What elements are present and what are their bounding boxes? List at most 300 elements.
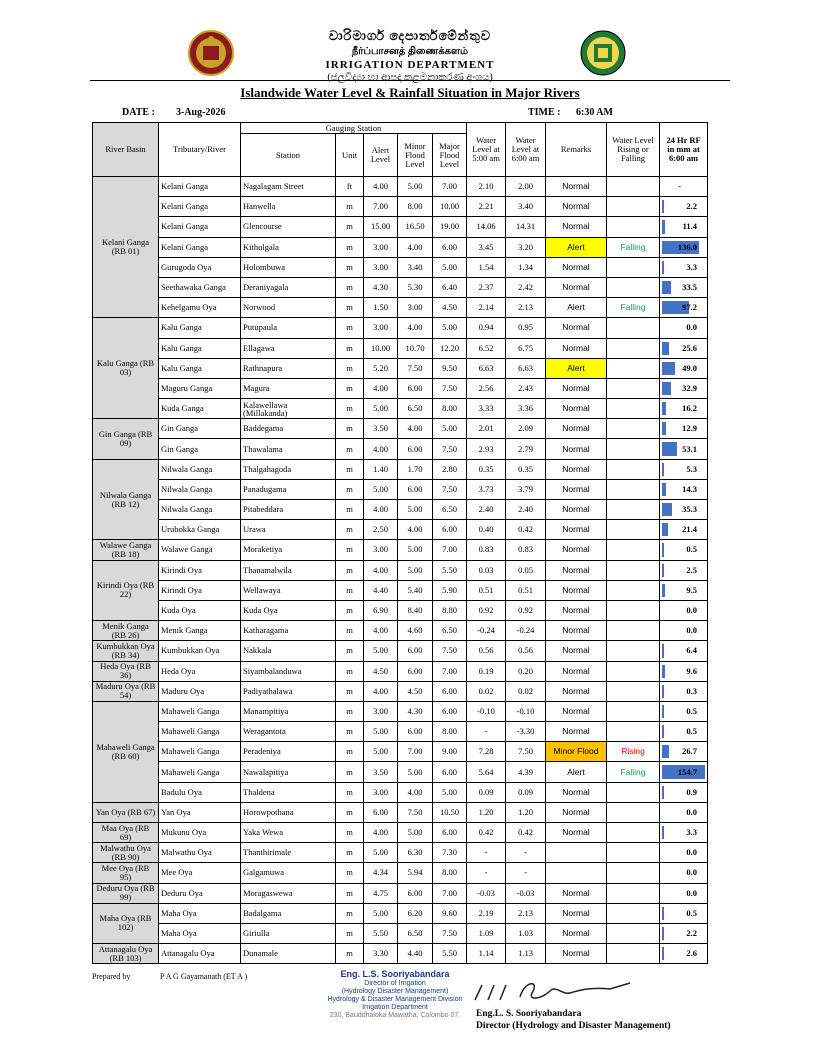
rainfall-cell (660, 782, 708, 802)
rainfall-bar (662, 382, 671, 395)
unit-cell: m (336, 237, 364, 257)
major-flood-cell: 9.00 (433, 742, 467, 762)
station-cell: Dunamale (241, 944, 336, 964)
header-sinhala: වාරිමාර්ග දෙපාර්තමේන්තුව (328, 28, 492, 43)
remarks-cell: Normal (546, 540, 607, 560)
date-value: 3-Aug-2026 (176, 107, 226, 118)
wl5-cell: 0.02 (467, 681, 506, 701)
unit-cell: m (336, 580, 364, 600)
rainfall-bar (662, 200, 664, 213)
station-cell: Kithulgala (241, 237, 336, 257)
tributary-cell: Kelani Ganga (159, 217, 241, 237)
col-remarks: Remarks (546, 123, 607, 177)
unit-cell: m (336, 641, 364, 661)
remarks-cell: Normal (546, 823, 607, 843)
tributary-cell: Mahaweli Ganga (159, 762, 241, 782)
table-row (93, 479, 708, 499)
major-flood-cell: 9.60 (433, 903, 467, 923)
major-flood-cell: 8.00 (433, 399, 467, 419)
wl6-cell: 14.31 (506, 217, 546, 237)
table-row (93, 439, 708, 459)
wl5-cell: 2.14 (467, 298, 506, 318)
wl5-cell: 2.19 (467, 903, 506, 923)
rainfall-bar (662, 220, 665, 233)
rainfall-bar (662, 685, 664, 698)
station-cell: Pitabeddara (241, 500, 336, 520)
station-cell: Kalawellawa (Millakanda) (241, 399, 336, 419)
station-cell: Nagalagam Street (241, 177, 336, 197)
station-cell: Hanwella (241, 197, 336, 217)
wl5-cell: 0.03 (467, 560, 506, 580)
trend-cell (607, 399, 660, 419)
tributary-cell: Kelani Ganga (159, 197, 241, 217)
station-cell: Yaka Wewa (241, 823, 336, 843)
alert-level-cell: 3.00 (364, 782, 398, 802)
remarks-cell: Normal (546, 560, 607, 580)
unit-cell: m (336, 257, 364, 277)
alert-level-cell: 5.00 (364, 479, 398, 499)
station-cell: Putupaula (241, 318, 336, 338)
remarks-cell: Normal (546, 500, 607, 520)
rainfall-cell (660, 863, 708, 883)
rainfall-bar (662, 644, 664, 657)
rainfall-value: 0.5 (686, 705, 697, 716)
river-basin-cell: Maduru Oya (RB 54) (93, 681, 159, 701)
rainfall-value: 33.5 (682, 282, 697, 293)
major-flood-cell: 5.00 (433, 782, 467, 802)
rainfall-cell (660, 479, 708, 499)
minor-flood-cell: 5.94 (398, 863, 433, 883)
table-row (93, 399, 708, 419)
minor-flood-cell: 4.00 (398, 237, 433, 257)
wl6-cell: 2.09 (506, 419, 546, 439)
tributary-cell: Nilwala Ganga (159, 459, 241, 479)
col-wl5: Water Level at 5:00 am (467, 123, 506, 177)
signatory-title: Director (Hydrology and Disaster Management) (476, 1021, 671, 1031)
table-row (93, 944, 708, 964)
station-cell: Deraniyagala (241, 277, 336, 297)
river-basin-cell: Menik Ganga (RB 26) (93, 621, 159, 641)
unit-cell: m (336, 843, 364, 863)
alert-level-cell: 4.00 (364, 560, 398, 580)
col-river-basin: River Basin (93, 123, 159, 177)
trend-cell (607, 257, 660, 277)
tributary-cell: Kuda Ganga (159, 399, 241, 419)
unit-cell: m (336, 681, 364, 701)
major-flood-cell: 7.50 (433, 378, 467, 398)
alert-level-cell: 5.00 (364, 742, 398, 762)
rainfall-cell (660, 500, 708, 520)
tributary-cell: Mahaweli Ganga (159, 701, 241, 721)
trend-cell (607, 600, 660, 620)
wl5-cell: 3.33 (467, 399, 506, 419)
station-cell: Siyambalanduwa (241, 661, 336, 681)
wl5-cell: 0.94 (467, 318, 506, 338)
col-unit: Unit (336, 134, 364, 177)
remarks-cell: Normal (546, 479, 607, 499)
major-flood-cell: 7.00 (433, 177, 467, 197)
rainfall-bar (662, 745, 669, 758)
rainfall-value: 0.0 (686, 625, 697, 636)
table-row (93, 701, 708, 721)
rainfall-bar (662, 422, 666, 435)
rainfall-cell (660, 298, 708, 318)
wl5-cell: - (467, 722, 506, 742)
table-row (93, 540, 708, 560)
rainfall-value: 16.2 (682, 403, 697, 414)
wl5-cell: -0.10 (467, 701, 506, 721)
rainfall-cell (660, 641, 708, 661)
wl6-cell: 0.42 (506, 520, 546, 540)
major-flood-cell: 10.50 (433, 802, 467, 822)
station-cell: Nawalapitiya (241, 762, 336, 782)
remarks-cell: Normal (546, 197, 607, 217)
report-title: Islandwide Water Level & Rainfall Situation in Major Rivers (240, 85, 580, 100)
rainfall-cell (660, 540, 708, 560)
wl6-cell: 1.13 (506, 944, 546, 964)
wl5-cell: 2.93 (467, 439, 506, 459)
wl5-cell: 5.64 (467, 762, 506, 782)
alert-level-cell: 4.00 (364, 378, 398, 398)
wl6-cell: -0.10 (506, 701, 546, 721)
remarks-cell: Normal (546, 621, 607, 641)
wl6-cell: 3.79 (506, 479, 546, 499)
tributary-cell: Kumbukkan Oya (159, 641, 241, 661)
remarks-cell: Alert (546, 298, 607, 318)
rainfall-cell (660, 883, 708, 903)
rainfall-cell (660, 701, 708, 721)
trend-cell (607, 923, 660, 943)
major-flood-cell: 5.00 (433, 419, 467, 439)
trend-cell (607, 318, 660, 338)
rainfall-cell (660, 661, 708, 681)
rainfall-value: 2.2 (686, 928, 697, 939)
tributary-cell: Mee Oya (159, 863, 241, 883)
minor-flood-cell: 4.30 (398, 701, 433, 721)
alert-level-cell: 1.40 (364, 459, 398, 479)
wl6-cell: 1.20 (506, 802, 546, 822)
alert-level-cell: 1.50 (364, 298, 398, 318)
major-flood-cell: 6.50 (433, 500, 467, 520)
tributary-cell: Malwathu Oya (159, 843, 241, 863)
minor-flood-cell: 6.00 (398, 378, 433, 398)
unit-cell: m (336, 742, 364, 762)
official-stamp (320, 970, 470, 1020)
table-row (93, 378, 708, 398)
minor-flood-cell: 3.00 (398, 298, 433, 318)
wl6-cell: 2.42 (506, 277, 546, 297)
wl6-cell: 0.56 (506, 641, 546, 661)
rainfall-bar (662, 463, 664, 476)
rainfall-value: 0.9 (686, 786, 697, 797)
minor-flood-cell: 10.70 (398, 338, 433, 358)
remarks-cell: Alert (546, 237, 607, 257)
rainfall-bar (662, 483, 666, 496)
remarks-cell: Normal (546, 944, 607, 964)
col-gauging-station: Gauging Station (241, 123, 467, 134)
minor-flood-cell: 7.50 (398, 358, 433, 378)
trend-cell (607, 479, 660, 499)
station-cell: Giriulla (241, 923, 336, 943)
tributary-cell: Yan Oya (159, 802, 241, 822)
remarks-cell: Normal (546, 600, 607, 620)
wl5-cell: 0.35 (467, 459, 506, 479)
remarks-cell: Normal (546, 257, 607, 277)
wl6-cell: - (506, 863, 546, 883)
table-row (93, 903, 708, 923)
major-flood-cell: 5.00 (433, 257, 467, 277)
wl5-cell: 0.19 (467, 661, 506, 681)
major-flood-cell: 7.00 (433, 883, 467, 903)
alert-level-cell: 6.00 (364, 802, 398, 822)
remarks-cell: Normal (546, 378, 607, 398)
rainfall-value: 53.1 (682, 443, 697, 454)
tributary-cell: Kelani Ganga (159, 237, 241, 257)
trend-cell (607, 661, 660, 681)
rainfall-cell (660, 399, 708, 419)
wl6-cell: -0.24 (506, 621, 546, 641)
major-flood-cell: 5.50 (433, 560, 467, 580)
header-rule (90, 80, 730, 81)
tributary-cell: Maha Oya (159, 923, 241, 943)
wl6-cell: 1.34 (506, 257, 546, 277)
tributary-cell: Kelani Ganga (159, 177, 241, 197)
wl5-cell: 3.45 (467, 237, 506, 257)
station-cell: Holombuwa (241, 257, 336, 277)
unit-cell: m (336, 399, 364, 419)
rainfall-cell (660, 923, 708, 943)
major-flood-cell: 6.00 (433, 762, 467, 782)
wl5-cell: 2.37 (467, 277, 506, 297)
alert-level-cell: 5.00 (364, 641, 398, 661)
trend-cell (607, 540, 660, 560)
table-row (93, 177, 708, 197)
tributary-cell: Nilwala Ganga (159, 500, 241, 520)
wl6-cell: 2.00 (506, 177, 546, 197)
rainfall-cell (660, 722, 708, 742)
rainfall-cell (660, 903, 708, 923)
minor-flood-cell: 7.00 (398, 742, 433, 762)
time-value: 6:30 AM (576, 107, 613, 118)
rainfall-cell (660, 823, 708, 843)
remarks-cell: Normal (546, 782, 607, 802)
rainfall-bar (662, 543, 664, 556)
trend-cell (607, 439, 660, 459)
trend-cell (607, 722, 660, 742)
water-level-table (92, 122, 708, 964)
tributary-cell: Maha Oya (159, 903, 241, 923)
wl5-cell: 0.56 (467, 641, 506, 661)
table-row (93, 923, 708, 943)
station-cell: Wellawaya (241, 580, 336, 600)
major-flood-cell: 8.00 (433, 863, 467, 883)
rainfall-value: 3.3 (686, 827, 697, 838)
wl5-cell: 0.40 (467, 520, 506, 540)
station-cell: Galgamuwa (241, 863, 336, 883)
minor-flood-cell: 4.40 (398, 944, 433, 964)
tributary-cell: Kirindi Oya (159, 560, 241, 580)
minor-flood-cell: 5.00 (398, 500, 433, 520)
wl6-cell: 2.13 (506, 903, 546, 923)
tributary-cell: Kirindi Oya (159, 580, 241, 600)
unit-cell: m (336, 823, 364, 843)
alert-level-cell: 3.00 (364, 318, 398, 338)
minor-flood-cell: 5.30 (398, 277, 433, 297)
wl5-cell: 1.09 (467, 923, 506, 943)
tributary-cell: Seethawaka Ganga (159, 277, 241, 297)
minor-flood-cell: 4.00 (398, 419, 433, 439)
alert-level-cell: 5.20 (364, 358, 398, 378)
minor-flood-cell: 5.00 (398, 762, 433, 782)
alert-level-cell: 4.30 (364, 277, 398, 297)
river-basin-cell: Mahaweli Ganga (RB 60) (93, 701, 159, 802)
wl5-cell: 14.06 (467, 217, 506, 237)
wl6-cell: 0.83 (506, 540, 546, 560)
wl6-cell: 0.09 (506, 782, 546, 802)
unit-cell: m (336, 560, 364, 580)
wl6-cell: 3.40 (506, 197, 546, 217)
minor-flood-cell: 8.00 (398, 197, 433, 217)
trend-cell (607, 883, 660, 903)
unit-cell: m (336, 338, 364, 358)
table-row (93, 217, 708, 237)
unit-cell: m (336, 600, 364, 620)
unit-cell: m (336, 439, 364, 459)
unit-cell: m (336, 217, 364, 237)
minor-flood-cell: 5.00 (398, 560, 433, 580)
rainfall-value: 32.9 (682, 382, 697, 393)
alert-level-cell: 4.00 (364, 500, 398, 520)
table-row (93, 419, 708, 439)
minor-flood-cell: 3.40 (398, 257, 433, 277)
station-cell: Thanamalwila (241, 560, 336, 580)
station-cell: Thaldena (241, 782, 336, 802)
tributary-cell: Mukunu Oya (159, 823, 241, 843)
station-cell: Nakkala (241, 641, 336, 661)
trend-cell (607, 500, 660, 520)
major-flood-cell: 6.00 (433, 701, 467, 721)
rainfall-cell (660, 459, 708, 479)
station-cell: Thanthirimale (241, 843, 336, 863)
table-row (93, 560, 708, 580)
rainfall-cell (660, 681, 708, 701)
river-basin-cell: Malwathu Oya (RB 90) (93, 843, 159, 863)
tributary-cell: Attanagalu Oya (159, 944, 241, 964)
rainfall-bar (662, 584, 665, 597)
minor-flood-cell: 5.00 (398, 177, 433, 197)
wl6-cell: 0.51 (506, 580, 546, 600)
remarks-cell: Normal (546, 399, 607, 419)
tributary-cell: Deduru Oya (159, 883, 241, 903)
unit-cell: m (336, 459, 364, 479)
rainfall-bar (662, 402, 666, 415)
wl6-cell: 0.02 (506, 681, 546, 701)
wl6-cell: 6.63 (506, 358, 546, 378)
rainfall-cell (660, 257, 708, 277)
tributary-cell: Walawe Ganga (159, 540, 241, 560)
alert-level-cell: 10.00 (364, 338, 398, 358)
river-basin-cell: Mee Oya (RB 95) (93, 863, 159, 883)
major-flood-cell: 6.00 (433, 823, 467, 843)
unit-cell: m (336, 802, 364, 822)
unit-cell: m (336, 782, 364, 802)
river-basin-cell: Kirindi Oya (RB 22) (93, 560, 159, 621)
unit-cell: m (336, 661, 364, 681)
tributary-cell: Nilwala Ganga (159, 479, 241, 499)
rainfall-cell (660, 580, 708, 600)
minor-flood-cell: 4.00 (398, 318, 433, 338)
stamp-line-3: Hydrology & Disaster Management Division (327, 996, 463, 1003)
rainfall-value: 9.5 (686, 584, 697, 595)
rainfall-value: 0.5 (686, 907, 697, 918)
stamp-name: Eng. L.S. Sooriyabandara (340, 969, 450, 979)
wl6-cell: -0.03 (506, 883, 546, 903)
rainfall-bar (662, 261, 664, 274)
rainfall-bar (662, 564, 664, 577)
remarks-cell: Minor Flood (546, 742, 607, 762)
unit-cell: m (336, 378, 364, 398)
wl6-cell: 2.43 (506, 378, 546, 398)
alert-level-cell: 3.00 (364, 257, 398, 277)
rainfall-cell (660, 802, 708, 822)
rainfall-value: 11.4 (682, 221, 697, 232)
table-row (93, 318, 708, 338)
major-flood-cell: 6.00 (433, 520, 467, 540)
wl6-cell: - (506, 843, 546, 863)
alert-level-cell: 4.00 (364, 177, 398, 197)
trend-cell (607, 560, 660, 580)
rainfall-cell (660, 742, 708, 762)
table-row (93, 863, 708, 883)
rainfall-value: 0.3 (686, 685, 697, 696)
table-row (93, 197, 708, 217)
table-row (93, 358, 708, 378)
rainfall-value: 0.5 (686, 726, 697, 737)
unit-cell: m (336, 520, 364, 540)
trend-cell (607, 802, 660, 822)
minor-flood-cell: 6.00 (398, 641, 433, 661)
wl6-cell: 3.36 (506, 399, 546, 419)
remarks-cell: Normal (546, 419, 607, 439)
remarks-cell: Alert (546, 762, 607, 782)
remarks-cell (546, 863, 607, 883)
wl5-cell: 1.54 (467, 257, 506, 277)
signatory (476, 1008, 671, 1032)
wl6-cell: 0.20 (506, 661, 546, 681)
station-cell: Manampitiya (241, 701, 336, 721)
table-row (93, 782, 708, 802)
alert-level-cell: 4.00 (364, 621, 398, 641)
table-row (93, 520, 708, 540)
table-row (93, 600, 708, 620)
table-row (93, 742, 708, 762)
rainfall-cell (660, 318, 708, 338)
minor-flood-cell: 5.00 (398, 823, 433, 843)
trend-cell (607, 419, 660, 439)
alert-level-cell: 4.50 (364, 661, 398, 681)
wl6-cell: 0.42 (506, 823, 546, 843)
trend-cell (607, 217, 660, 237)
major-flood-cell: 12.20 (433, 338, 467, 358)
minor-flood-cell: 16.50 (398, 217, 433, 237)
remarks-cell: Alert (546, 358, 607, 378)
stamp-line-2: (Hydrology Disaster Management) (341, 988, 449, 995)
tributary-cell: Kuda Oya (159, 600, 241, 620)
rainfall-cell (660, 621, 708, 641)
station-cell: Padiyathalawa (241, 681, 336, 701)
major-flood-cell: 9.50 (433, 358, 467, 378)
prepared-by-label: Prepared by (92, 972, 131, 981)
